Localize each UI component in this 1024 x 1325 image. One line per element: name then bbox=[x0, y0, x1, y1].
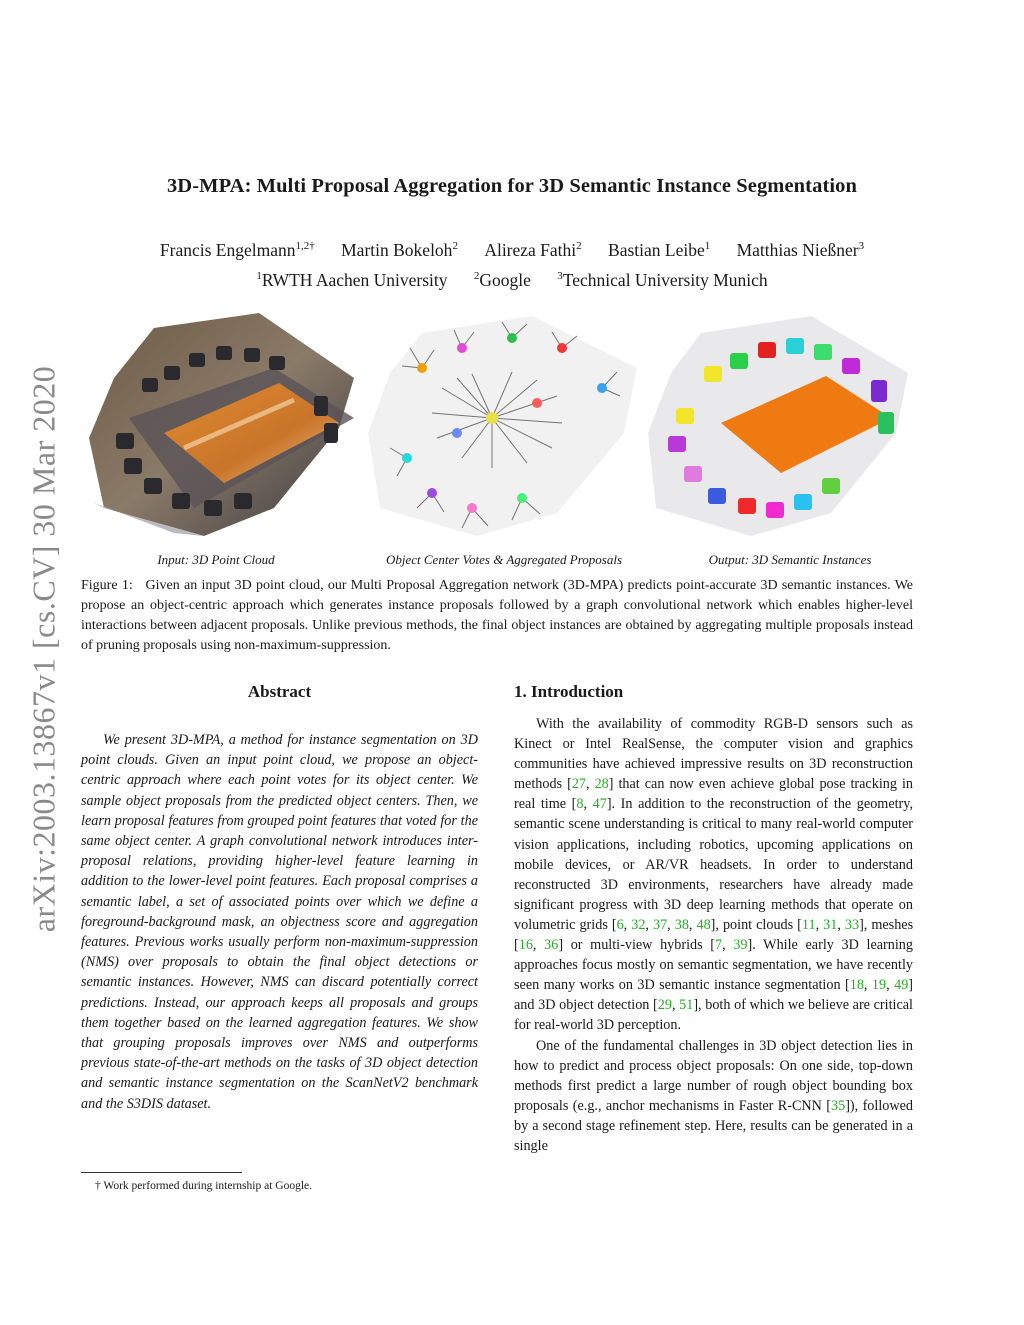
introduction-body bbox=[514, 714, 913, 1156]
citation-link[interactable]: 49 bbox=[894, 977, 909, 994]
figure-panel-input-point-cloud bbox=[84, 308, 364, 540]
citation-link[interactable]: 19 bbox=[871, 977, 887, 994]
figure-panel-semantic-instances bbox=[646, 308, 914, 540]
author-3: Alireza Fathi$^2$ bbox=[484, 240, 582, 260]
abstract-heading: Abstract bbox=[247, 682, 312, 701]
text-run: ]. In addition to the reconstruction of the geometry, semantic scene understanding is critical to many real-world computer vision applications, including robotics, upcoming applications on mobile devices, or AR/VR headsets. In order to understand reconstructed 3D environments, researchers have already made significant progress with 3D deep learning methods that operate on volumetric grids [ bbox=[514, 796, 914, 933]
introduction-paragraph-2 bbox=[514, 1036, 913, 1157]
text-run: ]. While early 3D learning approaches focus mostly on semantic segmentation, we have recently seen many works on 3D semantic instance segmentation [ bbox=[514, 937, 913, 994]
text-run: , bbox=[586, 776, 595, 793]
introduction-heading: 1. Introduction bbox=[514, 682, 624, 701]
arxiv-side-stamp: arXiv:2003.13867v1 [cs.CV] 30 Mar 2020 bbox=[25, 365, 62, 933]
votes-image bbox=[362, 308, 646, 540]
figure-caption-text: Given an input 3D point cloud, our Multi Proposal Aggregation network (3D-MPA) predicts point-accurate 3D semantic instances. We propose an object-centric approach which generates instance proposals followed by a graph convolutional network which enables higher-level interactions between adjacent proposals. Unlike previous methods, the final object instances are obtained by aggregating multiple proposals instead of pruning proposals using non-maximum-suppression. bbox=[81, 578, 914, 653]
footnote-rule bbox=[81, 1172, 242, 1173]
text-run: ]), followed by a second stage refinement step. Here, results can be generated in a single bbox=[514, 1097, 913, 1154]
affiliation-3: $^3$Technical University Munich bbox=[557, 270, 768, 290]
citation-link[interactable]: 38 bbox=[674, 916, 689, 933]
citation-link[interactable]: 51 bbox=[679, 997, 694, 1014]
instances-image bbox=[646, 308, 914, 540]
citation-link[interactable]: 18 bbox=[849, 977, 864, 994]
text-run: With the availability of commodity RGB-D sensors such as Kinect or Intel RealSense, the computer vision and graphics communities have achieved impressive results on 3D reconstruction methods [ bbox=[514, 716, 913, 793]
figure-panel-votes-proposals bbox=[362, 308, 646, 540]
citation-link[interactable]: 32 bbox=[631, 916, 646, 933]
citation-link[interactable]: 36 bbox=[544, 937, 559, 954]
author-4: Bastian Leibe$^1$ bbox=[608, 240, 711, 260]
text-run: , bbox=[671, 997, 680, 1014]
panel-caption-output: Output: 3D Semantic Instances bbox=[708, 552, 872, 567]
citation-link[interactable]: 8 bbox=[576, 796, 584, 813]
text-run: ], meshes [ bbox=[514, 916, 914, 954]
figure-caption-label: Figure 1: bbox=[81, 578, 133, 593]
text-run: , bbox=[645, 916, 653, 933]
author-2: Martin Bokeloh$^2$ bbox=[341, 240, 458, 260]
citation-link[interactable]: 27 bbox=[571, 776, 586, 793]
citation-link[interactable]: 11 bbox=[801, 916, 816, 933]
citation-link[interactable]: 31 bbox=[823, 916, 838, 933]
citation-link[interactable]: 16 bbox=[518, 937, 533, 954]
citation-link[interactable]: 33 bbox=[844, 916, 860, 933]
panel-caption-input: Input: 3D Point Cloud bbox=[157, 552, 275, 567]
figure-caption bbox=[81, 576, 913, 656]
text-run: , bbox=[688, 916, 697, 933]
citation-link[interactable]: 28 bbox=[594, 776, 609, 793]
citation-link[interactable]: 35 bbox=[831, 1097, 846, 1114]
citation-link[interactable]: 29 bbox=[657, 997, 672, 1014]
text-run: , bbox=[623, 916, 632, 933]
citation-link[interactable]: 6 bbox=[616, 916, 624, 933]
abstract-text: We present 3D-MPA, a method for instance segmentation on 3D point clouds. Given an input point cloud, we propose an object-centric approach where each point votes for its object center. We sample object proposals from the predicted object centers. Then, we learn proposal features from grouped point features that voted for the same object center. A graph convolutional network introduces inter-proposal relations, providing higher-level feature learning in addition to the lower-level point features. Each proposal comprises a semantic label, a set of associated points over which we define a foreground-background mask, an objectness score and aggregation features. Previous works usually perform non-maximum-suppression (NMS) over proposals to obtain the final object detections or semantic instances. However, NMS can discard potentially correct predictions. Instead, our approach keeps all proposals and groups them together based on the learned aggregation features. We show that grouping proposals improves over NMS and outperforms previous state-of-the-art methods on the tasks of 3D object detection and semantic instance segmentation on the ScanNetV2 benchmark and the S3DIS dataset. bbox=[81, 732, 478, 1112]
text-run: ] and 3D object detection [ bbox=[514, 977, 914, 1014]
citation-link[interactable]: 39 bbox=[733, 937, 748, 954]
text-run: ], point clouds [ bbox=[710, 916, 802, 933]
citation-link[interactable]: 7 bbox=[715, 937, 723, 954]
text-run: One of the fundamental challenges in 3D object detection lies in how to predict and process object proposals: On one side, top-down methods first predict a large number of rough object bounding box proposals (e.g., anchor mechanisms in Faster R-CNN [ bbox=[514, 1037, 913, 1114]
text-run: , bbox=[837, 916, 845, 933]
text-run: , bbox=[815, 916, 824, 933]
citation-link[interactable]: 37 bbox=[652, 916, 668, 933]
affiliation-1: $^1$RWTH Aachen University bbox=[256, 270, 448, 290]
text-run: , bbox=[886, 977, 895, 994]
citation-link[interactable]: 48 bbox=[696, 916, 711, 933]
author-list bbox=[0, 240, 1024, 261]
citation-link[interactable]: 47 bbox=[592, 796, 607, 813]
introduction-paragraph-1 bbox=[514, 714, 913, 1036]
footnote: † Work performed during internship at Google. bbox=[95, 1180, 312, 1192]
text-run: , bbox=[722, 937, 734, 954]
text-run: , bbox=[532, 937, 545, 954]
point-cloud-image bbox=[84, 308, 364, 540]
text-run: ], both of which we believe are critical for real-world 3D perception. bbox=[514, 997, 913, 1034]
text-run: ] or multi-view hybrids [ bbox=[558, 937, 716, 954]
affiliation-2: $^2$Google bbox=[473, 270, 531, 290]
text-run: , bbox=[583, 796, 593, 813]
text-run: , bbox=[863, 977, 872, 994]
paper-title: 3D-MPA: Multi Proposal Aggregation for 3D Semantic Instance Segmentation bbox=[166, 175, 858, 197]
author-1: Francis Engelmann$^{1,2\dagger}$ bbox=[159, 240, 315, 260]
author-5: Matthias Nießner$^3$ bbox=[736, 240, 865, 260]
text-run: , bbox=[667, 916, 675, 933]
affiliation-list bbox=[0, 270, 1024, 291]
text-run: ] that can now even achieve global pose tracking in real time [ bbox=[514, 776, 913, 813]
panel-caption-votes: Object Center Votes & Aggregated Proposals bbox=[385, 552, 623, 567]
